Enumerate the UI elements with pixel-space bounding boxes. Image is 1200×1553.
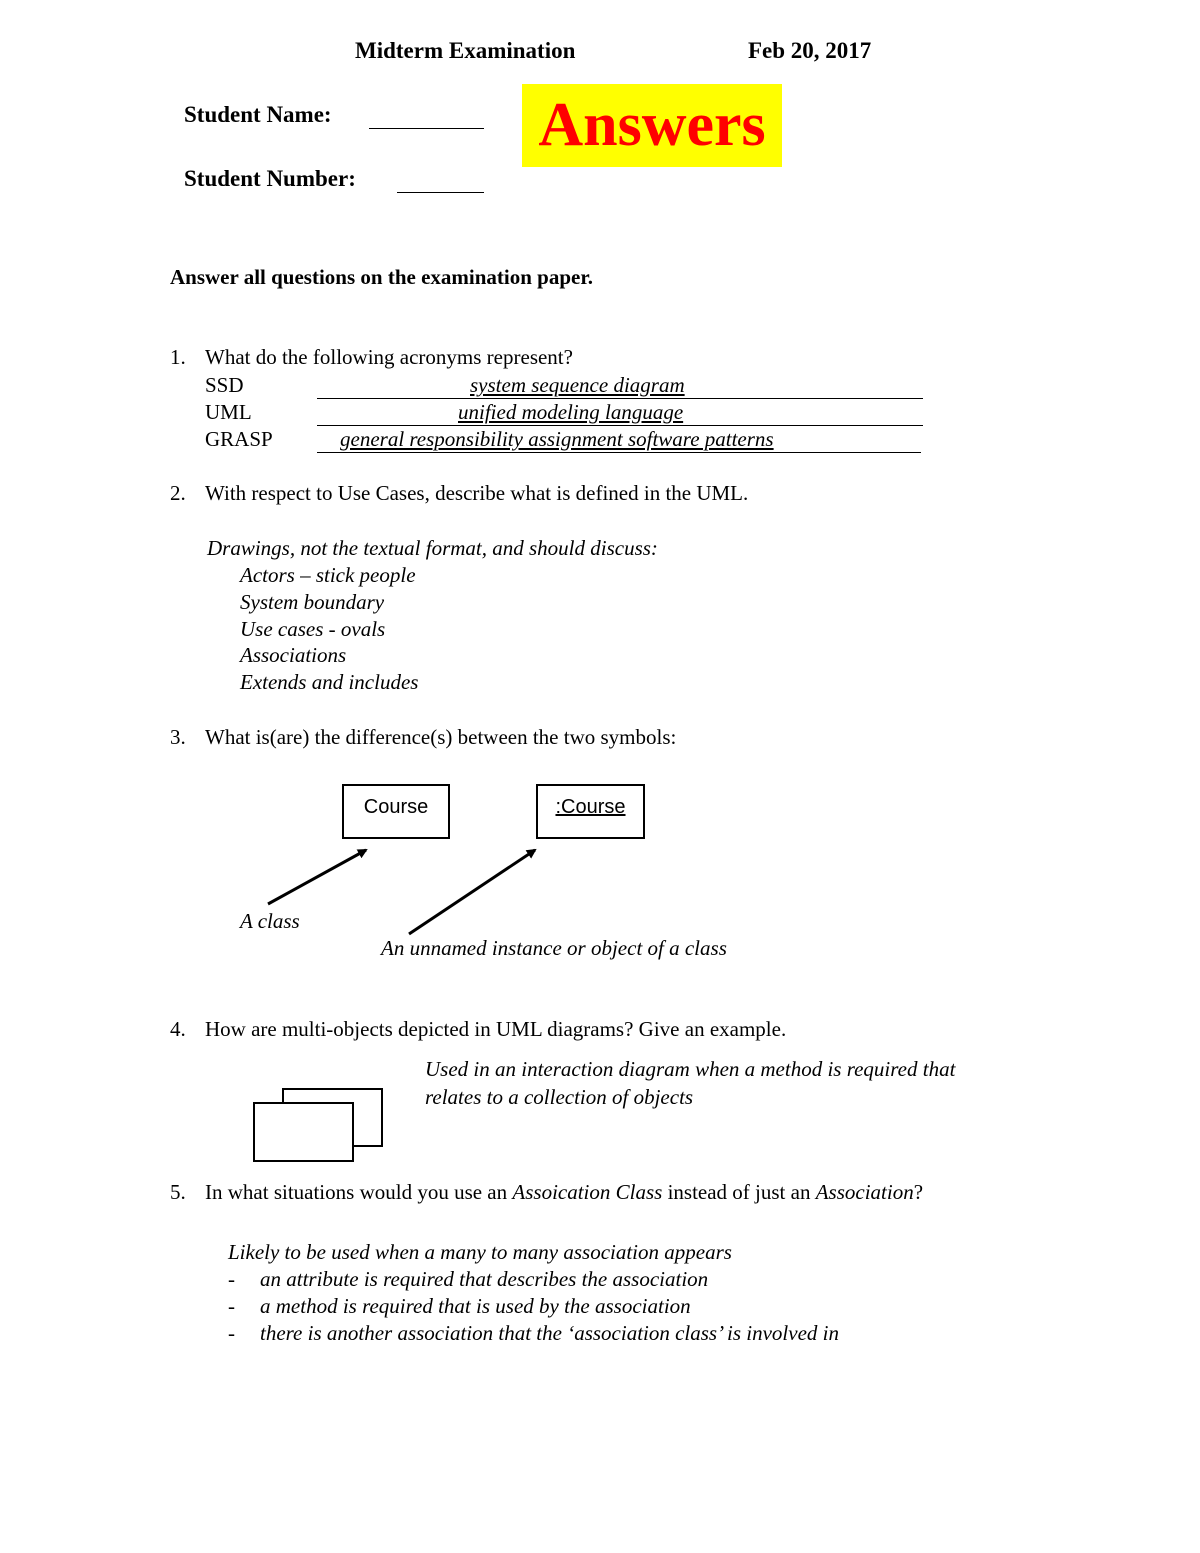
q2-answer-item: System boundary — [240, 590, 385, 614]
q5-bullet: - — [228, 1267, 235, 1291]
q3-text: What is(are) the difference(s) between the two symbols: — [205, 725, 677, 749]
q1-acronym-uml: UML — [205, 400, 252, 424]
q5-text-middle: instead of just an — [662, 1180, 816, 1204]
q3-number: 3. — [170, 725, 186, 749]
class-symbol-label: Course — [363, 796, 429, 818]
q2-text: With respect to Use Cases, describe what is defined in the UML. — [205, 481, 749, 505]
q5-answer-item: there is another association that the ‘association class’ is involved in — [260, 1321, 839, 1345]
q5-term-association-class: Assoication Class — [512, 1180, 663, 1204]
multi-object-front-box — [253, 1102, 354, 1162]
q2-answer-item: Associations — [240, 643, 347, 667]
q2-answer-item: Extends and includes — [240, 670, 419, 694]
q5-term-association: Association — [815, 1180, 914, 1204]
q5-text-after: ? — [913, 1180, 924, 1204]
q4-answer-line1: Used in an interaction diagram when a method is required that — [425, 1057, 956, 1081]
q5-answer-item: a method is required that is used by the association — [260, 1294, 691, 1318]
q5-answer-intro: Likely to be used when a many to many association appears — [228, 1240, 732, 1264]
instruction: Answer all questions on the examination paper. — [170, 265, 593, 289]
arrow-to-instance — [409, 850, 535, 934]
student-name-label: Student Name: — [184, 102, 332, 127]
q5-bullet: - — [228, 1321, 235, 1345]
q2-answer-item: Use cases - ovals — [240, 617, 386, 641]
q3-label-class: A class — [240, 909, 300, 933]
q1-acronym-grasp: GRASP — [205, 427, 273, 451]
instance-symbol-label: :Course — [555, 796, 626, 818]
q4-answer-line2: relates to a collection of objects — [425, 1085, 694, 1109]
arrow-to-class — [268, 850, 366, 904]
q1-acronym-ssd: SSD — [205, 373, 244, 397]
q1-text: What do the following acronyms represent? — [205, 345, 573, 369]
q1-answer-grasp: general responsibility assignment software patterns — [340, 427, 774, 451]
q1-number: 1. — [170, 345, 186, 369]
q5-text-before: In what situations would you use an — [205, 1180, 513, 1204]
exam-date: Feb 20, 2017 — [748, 38, 872, 63]
q5-text — [205, 1180, 923, 1205]
q4-text: How are multi-objects depicted in UML diagrams? Give an example. — [205, 1017, 787, 1041]
answers-stamp-text: Answers — [538, 91, 766, 159]
q5-answer-item: an attribute is required that describes the association — [260, 1267, 709, 1291]
exam-title: Midterm Examination — [355, 38, 576, 63]
q5-number: 5. — [170, 1180, 186, 1204]
q3-label-instance: An unnamed instance or object of a class — [381, 936, 727, 960]
q4-number: 4. — [170, 1017, 186, 1041]
q2-answer-intro: Drawings, not the textual format, and should discuss: — [207, 536, 658, 560]
q1-answer-ssd: system sequence diagram — [470, 373, 685, 397]
student-number-label: Student Number: — [184, 166, 356, 191]
q1-answer-uml: unified modeling language — [458, 400, 684, 424]
q2-answer-item: Actors – stick people — [240, 563, 416, 587]
q2-number: 2. — [170, 481, 186, 505]
q5-bullet: - — [228, 1294, 235, 1318]
